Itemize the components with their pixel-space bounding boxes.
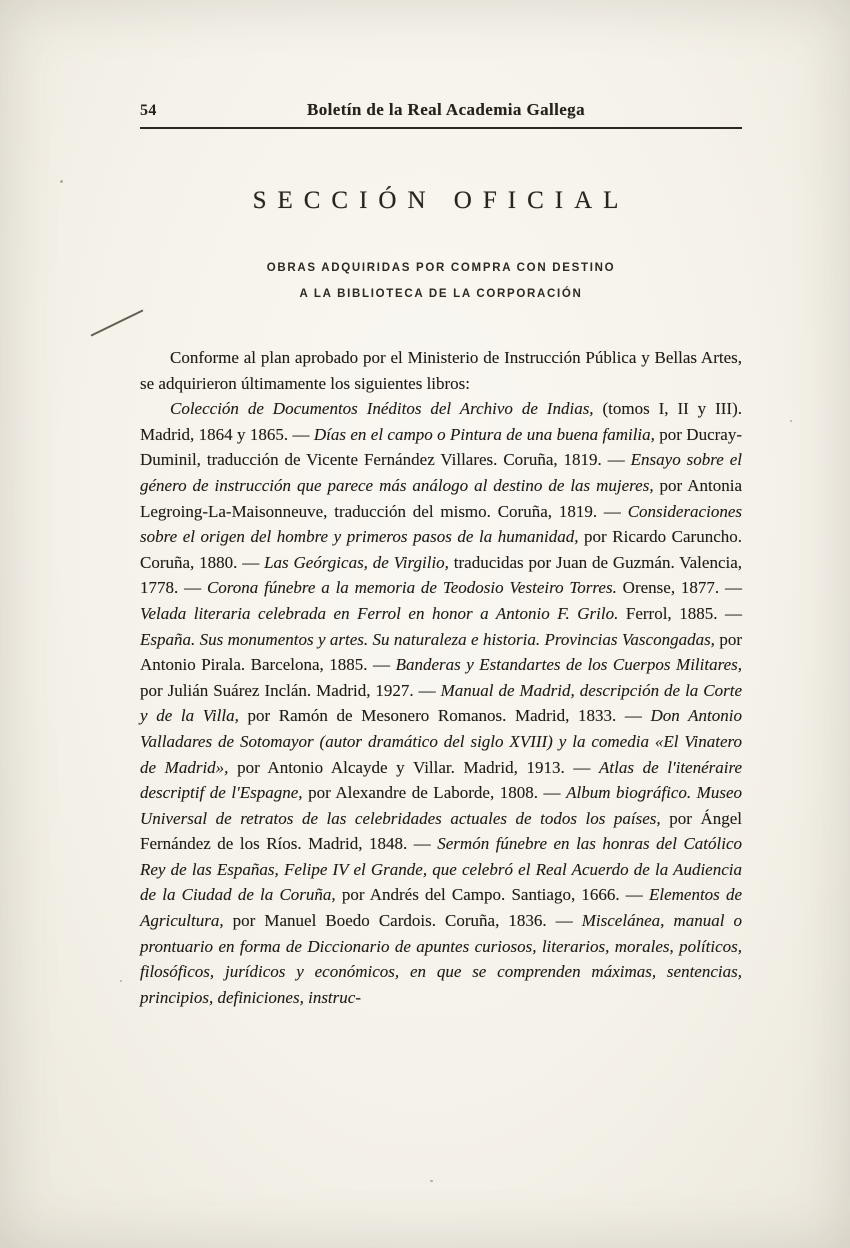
book-title-segment: Album biográfico. Museo Universal de retratos de las celebridades actuales de todos los países,	[140, 783, 743, 828]
book-title-segment: Don Antonio Valladares de Sotomayor (autor dramático del siglo XVIII) y la comedia «El Vinatero de Madrid»,	[140, 706, 742, 777]
book-title-segment: Días en el campo o Pintura de una buena familia,	[313, 424, 655, 444]
page-number: 54	[140, 102, 157, 119]
book-title-segment: Elementos de Agricultura,	[140, 885, 742, 931]
book-detail-segment: por Antonia Legroing-La-Maisonneuve, traducción del mismo. Coruña, 1819. —	[140, 475, 742, 521]
subtitle-line-1: OBRAS ADQUIRIDAS POR COMPRA CON DESTINO	[266, 262, 616, 274]
book-title-segment: Ensayo sobre el género de instrucción que parece más análogo al destino de las mujeres,	[140, 450, 742, 495]
subtitle-line-2: A LA BIBLIOTECA DE LA CORPORACIÓN	[299, 288, 583, 300]
section-title: SECCIÓN OFICIAL	[252, 187, 630, 214]
book-detail-segment: por Ricardo Caruncho. Coruña, 1880. —	[140, 527, 742, 572]
book-detail-segment: (tomos I, II y III). Madrid, 1864 y 1865. —	[140, 399, 742, 444]
book-title-segment: Colección de Documentos Inéditos del Archivo de Indias,	[170, 399, 594, 419]
scan-speckle	[430, 1180, 433, 1182]
scan-speckle	[120, 980, 122, 982]
book-title-segment: Corona fúnebre a la memoria de Teodosio Vesteiro Torres.	[206, 578, 617, 598]
book-detail-segment: por Antonio Pirala. Barcelona, 1885. —	[140, 629, 742, 675]
book-detail-segment: Ferrol, 1885. —	[618, 603, 742, 623]
book-detail-segment: por Julián Suárez Inclán. Madrid, 1927. —	[140, 680, 441, 700]
book-title-segment: Velada literaria celebrada en Ferrol en honor a Antonio F. Grilo.	[140, 603, 619, 623]
body-text	[140, 345, 742, 1010]
book-title-segment: España. Sus monumentos y artes. Su naturaleza e historia. Provincias Vascongadas,	[140, 629, 715, 649]
book-detail-segment: por Ducray-Duminil, traducción de Vicente Fernández Villares. Coruña, 1819. —	[140, 424, 742, 470]
book-detail-segment: por Alexandre de Laborde, 1808. —	[302, 783, 567, 803]
intro-paragraph: Conforme al plan aprobado por el Ministerio de Instrucción Pública y Bellas Artes, se adquirieron últimamente los siguientes libros:	[140, 348, 742, 393]
book-title-segment: Banderas y Estandartes de los Cuerpos Militares,	[395, 655, 743, 675]
book-detail-segment: por Manuel Boedo Cardois. Coruña, 1836. —	[223, 911, 582, 931]
book-title-segment: Sermón fúnebre en las honras del Católico Rey de las Españas, Felipe IV el Grande, que celebró el Real Acuerdo de la Audiencia de la Ciudad de la Coruña,	[140, 834, 742, 905]
subtitle	[140, 255, 742, 307]
book-title-segment: Atlas de l'itenéraire descriptif de l'Espagne,	[140, 757, 743, 803]
book-detail-segment: por Andrés del Campo. Santiago, 1666. —	[335, 885, 649, 905]
text-column	[140, 100, 742, 1010]
book-detail-segment: Orense, 1877. —	[616, 578, 742, 598]
running-head	[140, 100, 742, 129]
book-detail-segment: por Ramón de Mesonero Romanos. Madrid, 1833. —	[238, 706, 651, 726]
pen-mark-margin	[90, 309, 143, 336]
book-title-segment: Las Geórgicas, de Virgilio,	[264, 552, 449, 572]
book-detail-segment: por Antonio Alcayde y Villar. Madrid, 1913. —	[228, 757, 599, 777]
book-title-segment: Manual de Madrid, descripción de la Corte y de la Villa,	[140, 680, 742, 726]
book-detail-segment: traducidas por Juan de Guzmán. Valencia, 1778. —	[140, 552, 743, 598]
book-list-paragraph	[140, 396, 742, 1010]
book-detail-segment: por Ángel Fernández de los Ríos. Madrid, 1848. —	[140, 808, 742, 854]
scan-speckle	[790, 420, 792, 422]
scan-speckle	[60, 180, 63, 183]
book-title-segment: Consideraciones sobre el origen del hombre y primeros pasos de la humanidad,	[140, 501, 742, 547]
book-title-segment: Miscelánea, manual o prontuario en forma de Diccionario de apuntes curiosos, literarios, morales, políticos, filosóficos, jurídicos y económicos, en que se comprenden máximas, sentencias, principios, definiciones, instruc-	[140, 911, 743, 1007]
running-head-title: Boletín de la Real Academia Gallega	[307, 100, 585, 119]
